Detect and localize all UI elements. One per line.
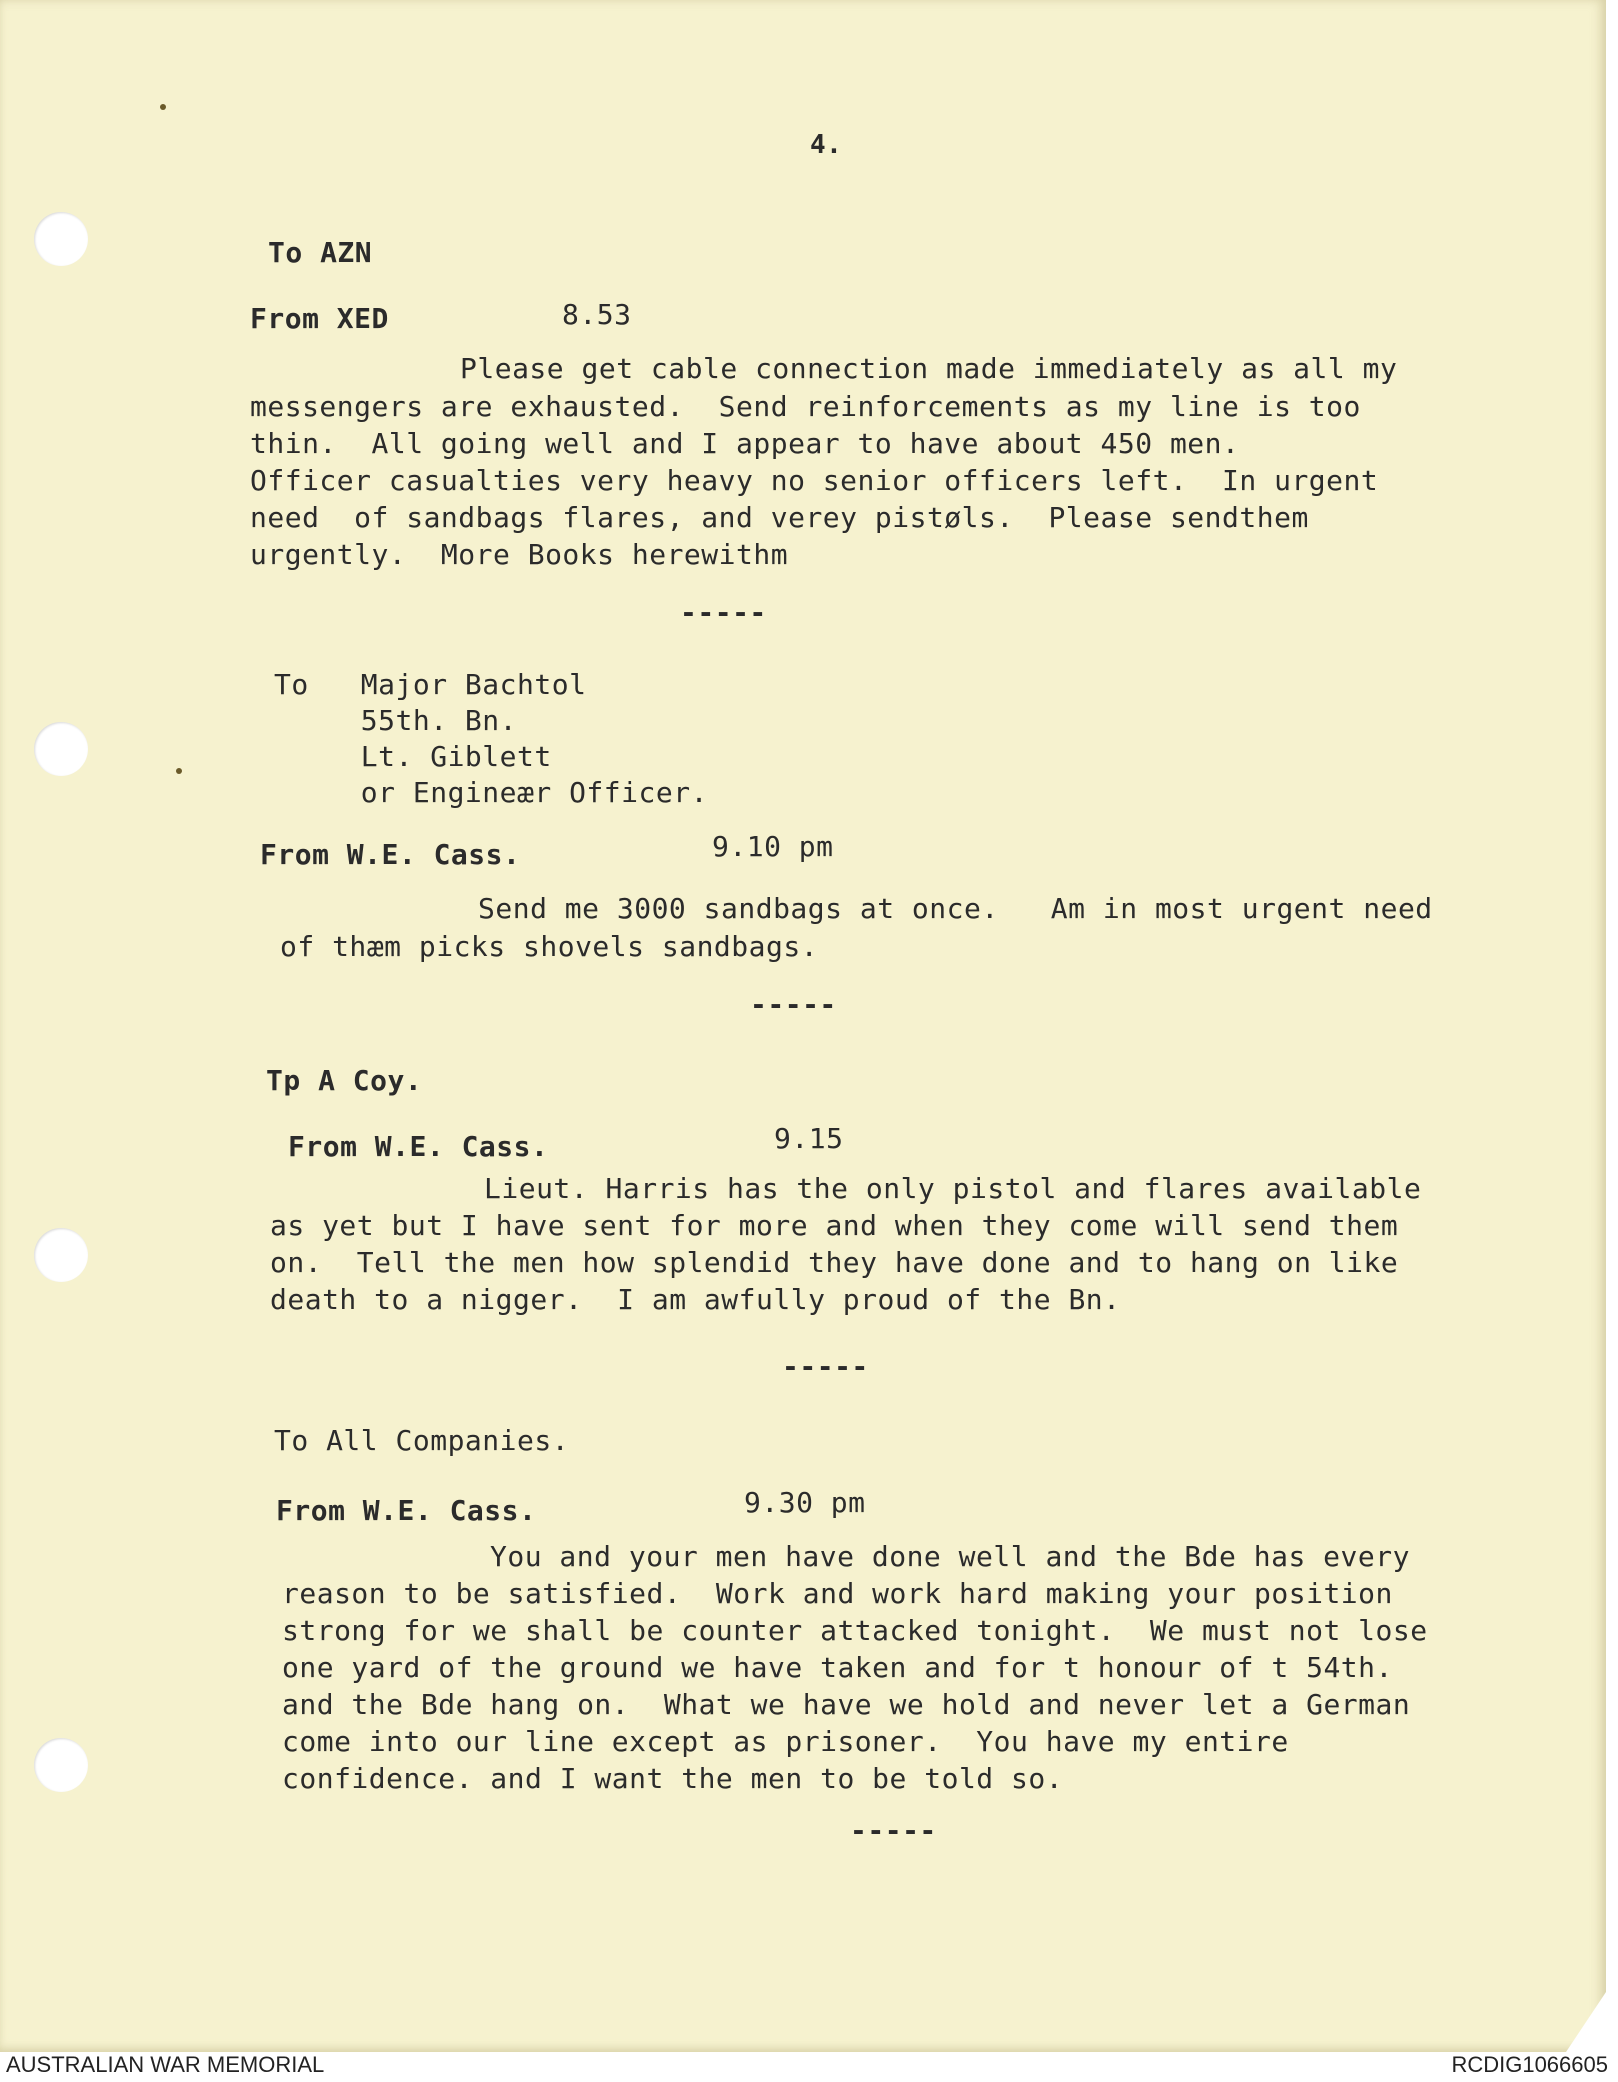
body-line: of thæm picks shovels sandbags. [280, 930, 819, 963]
body-line: reason to be satisfied. Work and work hard making your position [282, 1577, 1393, 1610]
punch-hole [34, 722, 88, 776]
paper-speck [160, 104, 166, 110]
body-line: Officer casualties very heavy no senior officers left. In urgent [250, 464, 1379, 497]
message-from: From W.E. Cass. [288, 1130, 549, 1163]
page-fold-corner [1566, 1992, 1606, 2052]
message-time: 8.53 [562, 298, 632, 331]
body-line: come into our line except as prisoner. You have my entire [282, 1725, 1289, 1758]
message-to: To All Companies. [274, 1424, 570, 1457]
punch-hole [34, 212, 88, 266]
body-line: Send me 3000 sandbags at once. Am in most urgent need [478, 892, 1433, 925]
body-line: Please get cable connection made immediately as all my [460, 352, 1398, 385]
body-line: and the Bde hang on. What we have we hold and never let a German [282, 1688, 1411, 1721]
punch-hole [34, 1738, 88, 1792]
body-line: messengers are exhausted. Send reinforcements as my line is too [250, 390, 1361, 423]
message-time: 9.30 pm [744, 1486, 866, 1519]
section-divider: ----- [782, 1350, 869, 1383]
message-from: From XED [250, 302, 389, 335]
body-line: as yet but I have sent for more and when they come will send them [270, 1209, 1399, 1242]
message-to: To AZN [268, 236, 373, 269]
message-time: 9.10 pm [712, 830, 834, 863]
section-divider: ----- [850, 1814, 937, 1847]
message-to: Tp A Coy. [266, 1064, 423, 1097]
body-line: thin. All going well and I appear to have about 450 men. [250, 427, 1240, 460]
body-line: You and your men have done well and the Bde has every [490, 1540, 1410, 1573]
paper-speck [176, 768, 182, 774]
body-line: need of sandbags flares, and verey pistøls. Please sendthem [250, 501, 1309, 534]
message-from: From W.E. Cass. [260, 838, 521, 871]
footer-record-id: RCDIG1066605 [1451, 2052, 1608, 2077]
message-time: 9.15 [774, 1122, 844, 1155]
body-line: urgently. More Books herewithm [250, 538, 789, 571]
punch-hole [34, 1228, 88, 1282]
body-line: on. Tell the men how splendid they have done and to hang on like [270, 1246, 1399, 1279]
message-to-line: To Major Bachtol [274, 668, 587, 701]
section-divider: ----- [750, 988, 837, 1021]
body-line: death to a nigger. I am awfully proud of the Bn. [270, 1283, 1121, 1316]
page-number: 4. [810, 130, 843, 160]
section-divider: ----- [680, 596, 767, 629]
message-to-line: or Engineær Officer. [274, 776, 708, 809]
message-from: From W.E. Cass. [276, 1494, 537, 1527]
body-line: Lieut. Harris has the only pistol and flares available [484, 1172, 1422, 1205]
body-line: strong for we shall be counter attacked tonight. We must not lose [282, 1614, 1428, 1647]
body-line: confidence. and I want the men to be told so. [282, 1762, 1064, 1795]
message-to-line: 55th. Bn. [274, 704, 518, 737]
message-to-line: Lt. Giblett [274, 740, 552, 773]
body-line: one yard of the ground we have taken and for t honour of t 54th. [282, 1651, 1393, 1684]
footer-archive-name: AUSTRALIAN WAR MEMORIAL [6, 2052, 325, 2077]
